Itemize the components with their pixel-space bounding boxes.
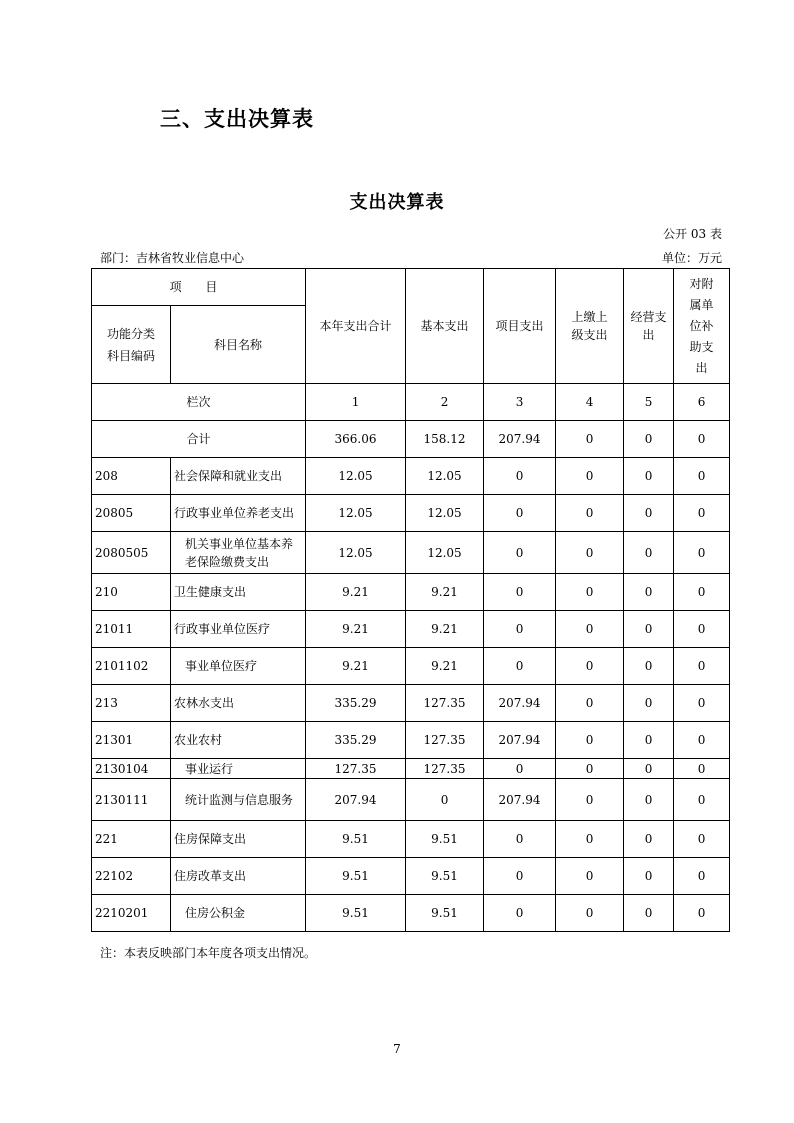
row-value: 0 — [674, 759, 730, 779]
row-value: 9.21 — [406, 611, 484, 648]
row-value: 0 — [624, 722, 674, 759]
row-value: 0 — [556, 759, 624, 779]
table-row — [92, 858, 730, 895]
row-code: 2210201 — [92, 895, 171, 932]
row-value: 0 — [556, 779, 624, 821]
total-label: 合计 — [92, 421, 306, 458]
table-row — [92, 574, 730, 611]
row-value: 0 — [624, 779, 674, 821]
row-name: 事业单位医疗 — [171, 648, 306, 685]
row-value: 0 — [556, 895, 624, 932]
row-value: 9.21 — [406, 648, 484, 685]
row-value: 12.05 — [406, 458, 484, 495]
row-value: 0 — [674, 685, 730, 722]
header-project: 项 目 — [92, 269, 306, 306]
row-code: 213 — [92, 685, 171, 722]
row-value: 0 — [624, 648, 674, 685]
row-value: 9.51 — [306, 821, 406, 858]
row-value: 0 — [484, 759, 556, 779]
column-num: 2 — [406, 384, 484, 421]
row-value: 0 — [674, 895, 730, 932]
table-row — [92, 648, 730, 685]
row-value: 0 — [624, 685, 674, 722]
header-total: 本年支出合计 — [306, 269, 406, 384]
row-value: 0 — [556, 685, 624, 722]
row-value: 0 — [624, 574, 674, 611]
column-num: 4 — [556, 384, 624, 421]
row-value: 9.51 — [406, 821, 484, 858]
row-value: 0 — [484, 611, 556, 648]
row-value: 0 — [674, 648, 730, 685]
expenditure-table — [91, 268, 730, 932]
row-value: 0 — [556, 611, 624, 648]
row-value: 0 — [484, 821, 556, 858]
row-name: 行政事业单位医疗 — [171, 611, 306, 648]
row-value: 9.51 — [306, 858, 406, 895]
total-value: 158.12 — [406, 421, 484, 458]
form-number: 公开 03 表 — [663, 227, 722, 241]
row-value: 0 — [556, 532, 624, 574]
header-upper: 上缴上 级支出 — [556, 269, 624, 384]
row-value: 207.94 — [484, 779, 556, 821]
row-value: 0 — [674, 532, 730, 574]
row-value: 0 — [484, 895, 556, 932]
footnote: 注：本表反映部门本年度各项支出情况。 — [100, 946, 317, 960]
total-value: 366.06 — [306, 421, 406, 458]
row-value: 0 — [556, 858, 624, 895]
total-value: 0 — [624, 421, 674, 458]
header-func-code: 功能分类 科目编码 — [92, 306, 171, 384]
row-value: 0 — [674, 495, 730, 532]
row-value: 207.94 — [484, 685, 556, 722]
column-num: 6 — [674, 384, 730, 421]
header-business: 经营支 出 — [624, 269, 674, 384]
row-name: 住房改革支出 — [171, 858, 306, 895]
column-row-label: 栏次 — [92, 384, 306, 421]
row-value: 0 — [484, 858, 556, 895]
row-value: 0 — [484, 532, 556, 574]
row-name: 机关事业单位基本养老保险缴费支出 — [171, 532, 306, 574]
table-row — [92, 722, 730, 759]
header-subsidy: 对附 属单 位补 助支 出 — [674, 269, 730, 384]
column-number-row — [92, 384, 730, 421]
row-value: 335.29 — [306, 722, 406, 759]
row-value: 0 — [624, 858, 674, 895]
row-value: 127.35 — [406, 759, 484, 779]
row-value: 0 — [484, 574, 556, 611]
row-value: 0 — [674, 722, 730, 759]
page-number: 7 — [393, 1042, 401, 1056]
table-row — [92, 532, 730, 574]
row-value: 127.35 — [406, 685, 484, 722]
row-code: 208 — [92, 458, 171, 495]
row-value: 207.94 — [484, 722, 556, 759]
table-row — [92, 895, 730, 932]
row-code: 20805 — [92, 495, 171, 532]
row-value: 0 — [556, 722, 624, 759]
row-name: 统计监测与信息服务 — [171, 779, 306, 821]
row-value: 0 — [624, 821, 674, 858]
section-title: 三、支出决算表 — [160, 107, 314, 131]
row-value: 207.94 — [306, 779, 406, 821]
row-value: 9.21 — [306, 611, 406, 648]
row-value: 0 — [556, 574, 624, 611]
row-value: 127.35 — [406, 722, 484, 759]
row-name: 行政事业单位养老支出 — [171, 495, 306, 532]
row-value: 0 — [406, 779, 484, 821]
row-value: 0 — [674, 821, 730, 858]
row-value: 0 — [556, 458, 624, 495]
total-value: 207.94 — [484, 421, 556, 458]
department-label: 部门：吉林省牧业信息中心 — [100, 251, 245, 265]
total-row — [92, 421, 730, 458]
column-num: 1 — [306, 384, 406, 421]
row-code: 221 — [92, 821, 171, 858]
row-code: 21301 — [92, 722, 171, 759]
row-value: 0 — [556, 495, 624, 532]
unit-label: 单位：万元 — [661, 251, 722, 265]
row-value: 0 — [674, 611, 730, 648]
row-name: 卫生健康支出 — [171, 574, 306, 611]
row-code: 22102 — [92, 858, 171, 895]
row-value: 0 — [484, 495, 556, 532]
row-value: 0 — [624, 895, 674, 932]
row-value: 0 — [624, 495, 674, 532]
row-value: 335.29 — [306, 685, 406, 722]
table-title: 支出决算表 — [349, 192, 445, 213]
row-code: 2080505 — [92, 532, 171, 574]
row-value: 0 — [484, 648, 556, 685]
row-name: 事业运行 — [171, 759, 306, 779]
row-value: 0 — [556, 648, 624, 685]
row-value: 9.21 — [406, 574, 484, 611]
row-value: 12.05 — [406, 532, 484, 574]
table-row — [92, 458, 730, 495]
row-value: 0 — [624, 458, 674, 495]
row-value: 0 — [674, 458, 730, 495]
row-value: 0 — [624, 532, 674, 574]
row-value: 12.05 — [306, 458, 406, 495]
header-subject-name: 科目名称 — [171, 306, 306, 384]
row-value: 0 — [674, 574, 730, 611]
row-value: 0 — [624, 611, 674, 648]
row-value: 0 — [556, 821, 624, 858]
row-name: 住房公积金 — [171, 895, 306, 932]
row-value: 9.51 — [406, 895, 484, 932]
row-value: 127.35 — [306, 759, 406, 779]
row-code: 2130111 — [92, 779, 171, 821]
row-code: 2130104 — [92, 759, 171, 779]
row-name: 农林水支出 — [171, 685, 306, 722]
total-value: 0 — [674, 421, 730, 458]
row-value: 12.05 — [306, 532, 406, 574]
row-value: 9.21 — [306, 574, 406, 611]
row-value: 12.05 — [306, 495, 406, 532]
row-code: 210 — [92, 574, 171, 611]
row-name: 农业农村 — [171, 722, 306, 759]
row-value: 9.51 — [406, 858, 484, 895]
header-basic: 基本支出 — [406, 269, 484, 384]
row-code: 2101102 — [92, 648, 171, 685]
row-value: 0 — [484, 458, 556, 495]
header-row-1 — [92, 269, 730, 306]
header-project-expense: 项目支出 — [484, 269, 556, 384]
row-value: 9.51 — [306, 895, 406, 932]
row-value: 12.05 — [406, 495, 484, 532]
row-name: 社会保障和就业支出 — [171, 458, 306, 495]
table-row — [92, 611, 730, 648]
column-num: 5 — [624, 384, 674, 421]
row-value: 0 — [674, 779, 730, 821]
table-row — [92, 779, 730, 821]
table-row — [92, 759, 730, 779]
row-value: 0 — [624, 759, 674, 779]
table-row — [92, 495, 730, 532]
row-value: 9.21 — [306, 648, 406, 685]
total-value: 0 — [556, 421, 624, 458]
column-num: 3 — [484, 384, 556, 421]
row-name: 住房保障支出 — [171, 821, 306, 858]
row-code: 21011 — [92, 611, 171, 648]
row-value: 0 — [674, 858, 730, 895]
table-row — [92, 821, 730, 858]
table-row — [92, 685, 730, 722]
